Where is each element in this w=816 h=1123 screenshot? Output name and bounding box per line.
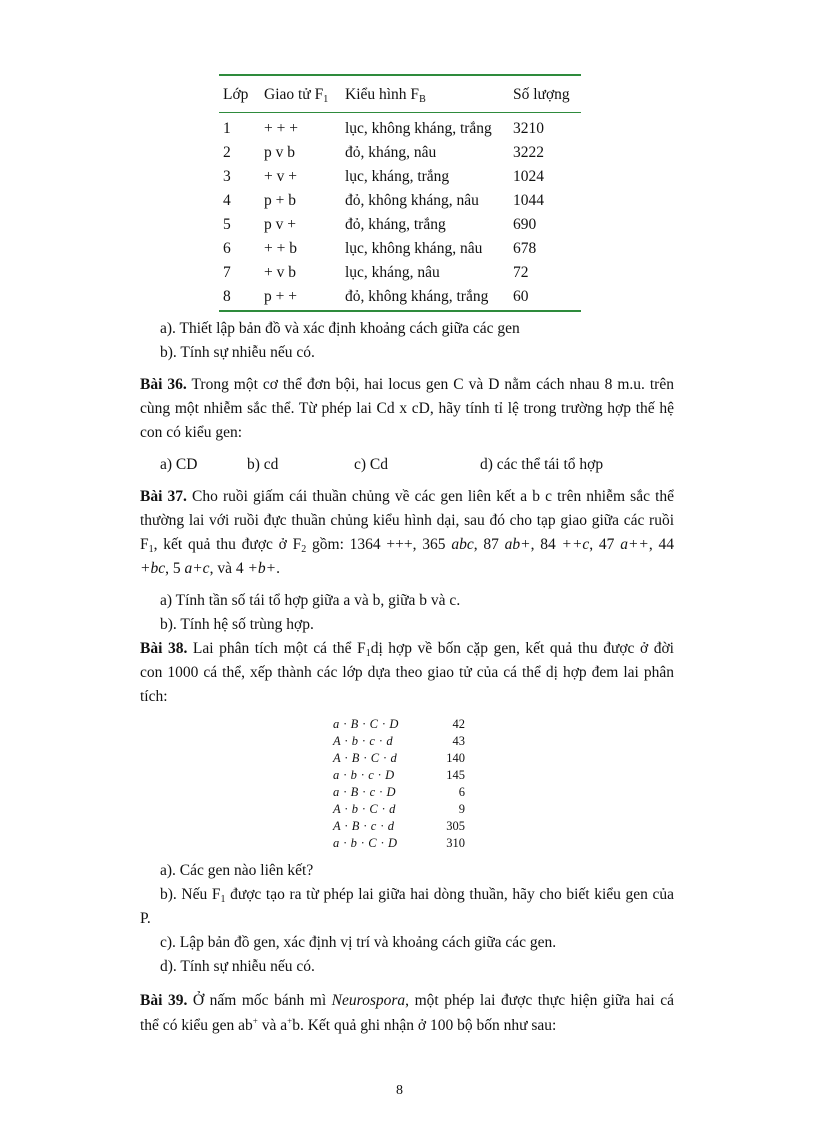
q36-line2: cùng một nhiễm sắc thể. Từ phép lai Cd x cD, hãy tính tỉ lệ trong trường hợp thế hệ [140, 400, 674, 417]
q36-option-d: d) các thể tái tổ hợp [480, 456, 604, 473]
q38-part-a: a). Các gen nào liên kết? [160, 862, 314, 879]
table-bottom-rule [219, 310, 581, 312]
page-number: 8 [396, 1083, 403, 1098]
header-so-luong: Số lượng [513, 86, 570, 103]
q38-part-b-cont: P. [140, 910, 151, 927]
table-row: a · b · c · D 145 [333, 768, 465, 782]
q39-line1: Bài 39. Ở nấm mốc bánh mì Neurospora, một phép lai được thực hiện giữa hai cá [140, 992, 674, 1009]
q38-part-c: c). Lập bản đồ gen, xác định vị trí và khoảng cách giữa các gen. [160, 934, 557, 951]
q38-line1: Bài 38. Lai phân tích một cá thể $F_1dị$ hợp về bốn cặp gen, kết quả thu được ở đời [140, 640, 674, 659]
q37-line3: $F_1$, kết quả thu được ở $F_2$ gồm: 1364 +++, 365 abc, 87 ab+, 84 ++c, 47 a++, 44 [140, 536, 675, 555]
table-row: a · b · C · D 310 [333, 836, 465, 850]
q39-line2: thể có kiểu gen ab+ và a+b. Kết quả ghi nhận ở 100 bộ bốn như sau: [140, 1016, 557, 1034]
table-row: 7 + v b lục, kháng, nâu 72 [223, 264, 529, 281]
q37-line4: +bc, 5 a+c, và 4 +b+. [140, 560, 280, 577]
q38-line3: tích: [140, 688, 168, 705]
q35-part-a: a). Thiết lập bản đồ và xác định khoảng cách giữa các gen [160, 320, 520, 337]
q38-line2: con 1000 cá thể, xếp thành các lớp dựa theo giao tử của cá thể dị hợp đem lai phân [140, 664, 674, 681]
q36-option-c: c) Cd [354, 456, 389, 473]
table-row: a · B · c · D 6 [333, 785, 465, 799]
q37-line2: thường lai với ruồi đực thuần chủng kiểu hình dại, sau đó cho tạp giao giữa các ruồi [140, 512, 674, 529]
table-header-rule [219, 112, 581, 113]
q36-line1: Bài 36. Trong một cơ thể đơn bội, hai locus gen C và D nằm cách nhau 8 m.u. trên [140, 376, 674, 393]
q36-option-a: a) CD [160, 456, 198, 473]
table-row: 8 p + + đỏ, không kháng, trắng 60 [223, 288, 529, 305]
q37-line1: Bài 37. Cho ruồi giấm cái thuần chủng về các gen liên kết a b c trên nhiễm sắc thể [140, 488, 675, 505]
table-row: a · B · C · D 42 [333, 717, 465, 731]
header-lop: Lớp [223, 86, 249, 103]
table-row: 1 + + + lục, không kháng, trắng 3210 [223, 120, 544, 137]
table-row: 2 p v b đỏ, kháng, nâu 3222 [223, 144, 544, 161]
q37-part-a: a) Tính tần số tái tổ hợp giữa a và b, giữa b và c. [160, 592, 461, 609]
q35-part-b: b). Tính sự nhiễu nếu có. [160, 344, 315, 361]
table-row: A · b · C · d 9 [333, 802, 465, 816]
table-row: 5 p v + đỏ, kháng, trắng 690 [223, 216, 537, 233]
table-row: 6 + + b lục, không kháng, nâu 678 [223, 240, 537, 257]
q36-line3: con có kiểu gen: [140, 424, 243, 441]
header-kieu-hinh: Kiểu hình $F_B$ [345, 86, 426, 105]
q36-option-b: b) cd [247, 456, 279, 473]
table-row: 3 + v + lục, kháng, trắng 1024 [223, 168, 544, 185]
q37-part-b: b). Tính hệ số trùng hợp. [160, 616, 314, 633]
table-header-row [219, 86, 581, 106]
table-top-rule [219, 74, 581, 76]
table-row: 4 p + b đỏ, không kháng, nâu 1044 [223, 192, 544, 209]
q38-part-d: d). Tính sự nhiễu nếu có. [160, 958, 315, 975]
header-giao-tu: Giao tử $F_1$ [264, 86, 329, 105]
table-row: A · b · c · d 43 [333, 734, 465, 748]
table-row: A · B · C · d 140 [333, 751, 465, 765]
table-row: A · B · c · d 305 [333, 819, 465, 833]
q38-part-b: b). Nếu $F_1$ được tạo ra từ phép lai giữa hai dòng thuần, hãy cho biết kiểu gen của [160, 886, 674, 905]
